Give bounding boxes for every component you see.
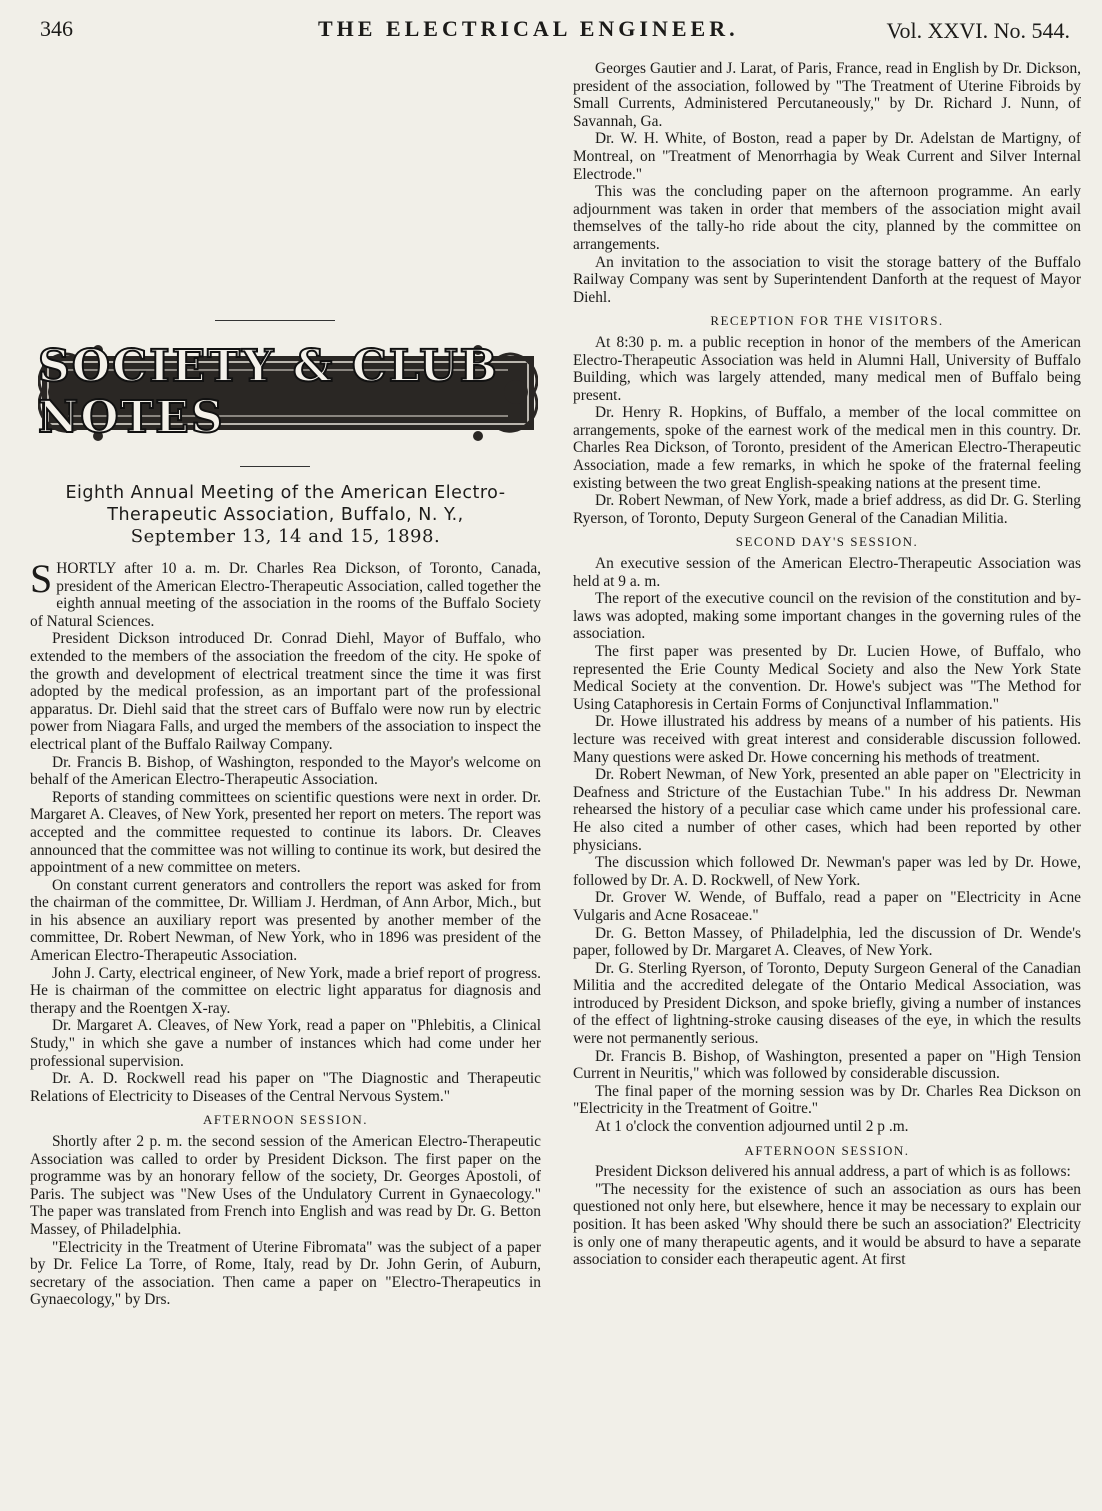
banner-text: SOCIETY & CLUB NOTES <box>38 341 499 443</box>
paragraph: Dr. Francis B. Bishop, of Washington, responded to the Mayor's welcome on behalf of the American Electro-Therapeutic Association. <box>30 753 541 789</box>
paragraph: At 8:30 p. m. a public reception in honor of the members of the American Electro-Therapeutic Association was held in Alumni Hall, University of Buffalo Building, which was largely attended, many medical men of Buffalo being present. <box>573 333 1081 404</box>
paragraph: "Electricity in the Treatment of Uterine Fibromata" was the subject of a paper by Dr. Felice La Torre, of Rome, Italy, read by Dr. John Gerin, of Auburn, secretary of the association. Then came a paper on "Electro-Therapeutics in Gynaecology," by Drs. <box>30 1238 541 1309</box>
section-heading: RECEPTION FOR THE VISITORS. <box>710 313 944 329</box>
paragraph: The final paper of the morning session was by Dr. Charles Rea Dickson on "Electricity in the Treatment of Goitre." <box>573 1082 1081 1118</box>
journal-title: THE ELECTRICAL ENGINEER. <box>318 16 739 41</box>
left-column <box>30 556 541 1309</box>
paragraph: At 1 o'clock the convention adjourned until 2 p .m. <box>595 1118 909 1136</box>
right-column <box>573 60 1081 1269</box>
paragraph: "The necessity for the existence of such an association as ours has been questioned not only here, but elsewhere, hence it may be necessary to explain our position. It has been asked 'Why should there be such an association?' Electricity is only one of many therapeutic agents, and it would be absurd to have a separate association to consider each therapeutic agent. At first <box>573 1180 1081 1269</box>
paragraph: Dr. Robert Newman, of New York, made a brief address, as did Dr. G. Sterling Ryerson, of Toronto, Deputy Surgeon General of the Canadian Militia. <box>573 492 1081 527</box>
drop-cap: S <box>30 556 53 601</box>
paragraph: An invitation to the association to visit the storage battery of the Buffalo Railway Company was sent by Superintendent Danforth at the request of Mayor Diehl. <box>573 253 1081 306</box>
paragraph: Dr. G. Betton Massey, of Philadelphia, led the discussion of Dr. Wende's paper, followed by Dr. Margaret A. Cleaves, of New York. <box>573 924 1081 960</box>
banner-ornament-icon <box>38 340 538 444</box>
page-number: 346 <box>40 16 73 41</box>
article-title-line-1: Eighth Annual Meeting of the American Electro- <box>65 483 506 503</box>
paragraph: Dr. Robert Newman, of New York, presented an able paper on "Electricity in Deafness and Stricture of the Eustachian Tube." In his address Dr. Newman rehearsed the history of a peculiar case which came under his professional care. He also cited a number of other cases, which had been reported by other physicians. <box>573 766 1081 854</box>
section-heading: SECOND DAY'S SESSION. <box>735 534 919 550</box>
paragraph: On constant current generators and controllers the report was asked for from the chairman of the committee, Dr. William J. Herdman, of Ann Arbor, Mich., but in his absence an auxiliary report was presented by another member of the committee, Dr. Robert Newman, of New York, who in 1896 was president of the American Electro-Therapeutic Association. <box>30 876 541 965</box>
paragraph: This was the concluding paper on the afternoon programme. An early adjournment was taken in order that members of the association might avail themselves of the tally-ho ride about the city, planned by the committee on arrangements. <box>573 183 1081 253</box>
article-title <box>30 482 541 548</box>
section-heading: AFTERNOON SESSION. <box>203 1112 368 1128</box>
volume-number: Vol. XXVI. No. 544. <box>886 18 1070 43</box>
paragraph: Dr. Francis B. Bishop, of Washington, presented a paper on "High Tension Current in Neuritis," which was followed by considerable discussion. <box>573 1047 1081 1083</box>
paragraph: Dr. Grover W. Wende, of Buffalo, read a paper on "Electricity in Acne Vulgaris and Acne Rosaceae." <box>573 889 1081 924</box>
paragraph: Shortly after 2 p. m. the second session of the American Electro-Therapeutic Association was called to order by President Dickson. The first paper on the programme was by an honorary fellow of the society, Dr. Georges Apostoli, of Paris. The subject was "New Uses of the Undulatory Current in Gynaecology." The paper was translated from French into English and was read by Dr. G. Betton Massey, of Philadelphia. <box>30 1133 541 1238</box>
paragraph: Dr. W. H. White, of Boston, read a paper by Dr. Adelstan de Martigny, of Montreal, on "Treatment of Menorrhagia by Weak Current and Silver Internal Electrode." <box>573 130 1081 183</box>
paragraph: SHORTLY after 10 a. m. Dr. Charles Rea Dickson, of Toronto, Canada, president of the American Electro-Therapeutic Association, called together the eighth annual meeting of the association in the rooms of the Buffalo Society of Natural Sciences. <box>30 556 541 630</box>
paragraph: Dr. Howe illustrated his address by means of a number of his patients. His lecture was received with great interest and considerable discussion followed. Many questions were asked Dr. Howe concerning his methods of treatment. <box>573 713 1081 766</box>
paragraph: Dr. G. Sterling Ryerson, of Toronto, Deputy Surgeon General of the Canadian Militia and the accredited delegate of the Ontario Medical Association, was introduced by President Dickson, and spoke briefly, giving a number of instances of the effect of lightning-stroke causing diseases of the eye, in which the results were not permanently serious. <box>573 959 1081 1048</box>
article-title-line-3: September 13, 14 and 15, 1898. <box>130 526 441 547</box>
paragraph: The first paper was presented by Dr. Lucien Howe, of Buffalo, who represented the Erie County Medical Society and also the New York State Medical Society at the convention. Dr. Howe's subject was "The Method for Using Cataphoresis in Certain Forms of Conjunctival Inflammation." <box>573 643 1081 713</box>
paragraph: President Dickson introduced Dr. Conrad Diehl, Mayor of Buffalo, who extended to the members of the association the freedom of the city. He spoke of the growth and development of electrical treatment since the time it was first adopted by the medical profession, as an important part of the professional apparatus. Dr. Diehl said that the street cars of Buffalo were now run by electric power from Niagara Falls, and urged the members of the association to inspect the electrical plant of the Buffalo Railway Company. <box>30 630 541 753</box>
paragraph: Dr. Margaret A. Cleaves, of New York, read a paper on "Phlebitis, a Clinical Study," in which she gave a number of instances which had come under her professional supervision. <box>30 1017 541 1070</box>
paragraph: The discussion which followed Dr. Newman's paper was led by Dr. Howe, followed by Dr. A. D. Rockwell, of New York. <box>573 854 1081 889</box>
article-title-line-2: Therapeutic Association, Buffalo, N. Y., <box>107 505 464 525</box>
paragraph: An executive session of the American Electro-Therapeutic Association was held at 9 a. m. <box>573 555 1081 590</box>
paragraph: Dr. Henry R. Hopkins, of Buffalo, a member of the local committee on arrangements, spoke of the earnest work of the medical men in this country. Dr. Charles Rea Dickson, of Toronto, president of the American Electro-Therapeutic Association, made a few remarks, in which he spoke of the fraternal feeling existing between the two great English-speaking nations at the present time. <box>573 404 1081 492</box>
paragraph: The report of the executive council on the revision of the constitution and by-laws was adopted, making some important changes in the governing rules of the association. <box>573 590 1081 643</box>
society-club-notes-banner <box>38 340 538 444</box>
paragraph: Reports of standing committees on scientific questions were next in order. Dr. Margaret A. Cleaves, of New York, presented her report on meters. The report was accepted and the committee requested to continue its labors. Dr. Cleaves announced that the committee was not willing to continue its work, but desired the appointment of a new committee on meters. <box>30 788 541 877</box>
paragraph: Georges Gautier and J. Larat, of Paris, France, read in English by Dr. Dickson, president of the association, followed by "The Treatment of Uterine Fibroids by Small Currents, Administered Percutaneously," by Dr. Richard J. Nunn, of Savannah, Ga. <box>573 60 1081 130</box>
paragraph: John J. Carty, electrical engineer, of New York, made a brief report of progress. He is chairman of the committee on electric light apparatus for diagnosis and therapy and the Roentgen X-ray. <box>30 964 541 1017</box>
section-heading: AFTERNOON SESSION. <box>744 1142 910 1158</box>
paragraph: President Dickson delivered his annual address, a part of which is as follows: <box>595 1163 1071 1181</box>
paragraph: Dr. A. D. Rockwell read his paper on "The Diagnostic and Therapeutic Relations of Electricity to Diseases of the Central Nervous System." <box>30 1070 541 1105</box>
rule-under-banner <box>240 466 310 467</box>
rule-top <box>215 320 335 321</box>
page-header <box>0 14 1102 48</box>
